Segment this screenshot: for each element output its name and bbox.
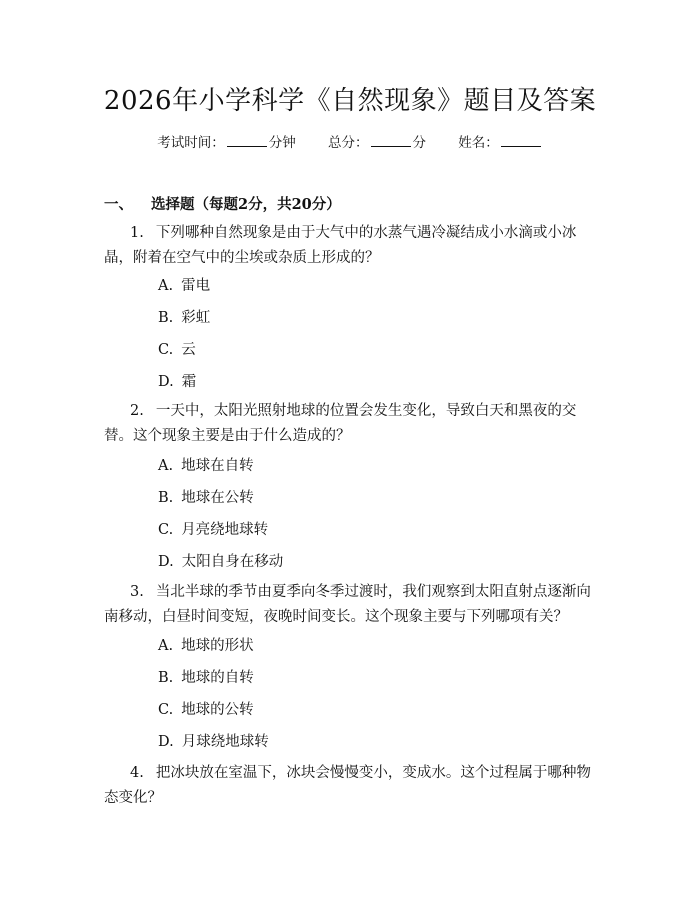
option-text: 彩虹 — [181, 310, 211, 326]
option-text: 雷电 — [181, 278, 211, 294]
option-letter: D. — [158, 554, 174, 570]
exam-time-unit: 分钟 — [268, 135, 296, 151]
option-letter: A. — [158, 458, 174, 474]
section-title: 选择题（每题2分，共20分） — [151, 196, 341, 213]
question-body: 下列哪种自然现象是由于大气中的水蒸气遇冷凝结成小水滴或小冰晶，附着在空气中的尘埃或杂质上形成的？ — [104, 225, 577, 266]
option-text: 地球的公转 — [181, 702, 254, 718]
option-text: 地球的形状 — [181, 638, 254, 654]
total-score-field — [328, 131, 426, 151]
option-text: 地球在自转 — [181, 458, 254, 474]
total-score-label: 总分： — [328, 135, 369, 151]
option-letter: C. — [158, 702, 174, 718]
option-letter: B. — [158, 490, 174, 506]
name-label: 姓名： — [458, 135, 499, 151]
exam-time-field — [157, 131, 296, 151]
option-text: 地球的自转 — [181, 670, 254, 686]
question-3-option-d — [158, 730, 269, 751]
option-letter: B. — [158, 310, 174, 326]
question-1-text — [104, 221, 602, 271]
total-score-unit: 分 — [412, 135, 426, 151]
question-2-option-d — [158, 550, 283, 571]
name-blank — [501, 135, 541, 147]
question-number: 3. — [130, 584, 144, 600]
option-text: 太阳自身在移动 — [181, 554, 284, 570]
option-letter: D. — [158, 734, 174, 750]
question-2-option-a — [158, 454, 254, 475]
option-text: 月球绕地球转 — [181, 734, 269, 750]
section-number: 一、 — [104, 196, 133, 213]
option-text: 地球在公转 — [181, 490, 254, 506]
question-1-option-c — [158, 338, 196, 359]
question-3-option-b — [158, 666, 254, 687]
exam-time-label: 考试时间： — [157, 135, 225, 151]
question-3-text — [104, 580, 602, 630]
name-field — [458, 131, 543, 151]
question-2-text — [104, 399, 602, 449]
option-letter: D. — [158, 374, 174, 390]
question-number: 2. — [130, 403, 144, 419]
total-score-blank — [371, 135, 411, 147]
question-2-option-b — [158, 486, 254, 507]
question-1-option-b — [158, 306, 210, 327]
option-letter: A. — [158, 638, 174, 654]
option-letter: C. — [158, 522, 174, 538]
question-1-option-d — [158, 370, 196, 391]
option-text: 云 — [181, 342, 196, 358]
question-body: 当北半球的季节由夏季向冬季过渡时，我们观察到太阳直射点逐渐向南移动，白昼时间变短，夜晚时间变长。这个现象主要与下列哪项有关？ — [104, 584, 591, 625]
option-text: 月亮绕地球转 — [181, 522, 269, 538]
page-title: 2026年小学科学《自然现象》题目及答案 — [103, 86, 597, 116]
question-body: 把冰块放在室温下，冰块会慢慢变小，变成水。这个过程属于哪种物态变化？ — [104, 765, 591, 806]
option-letter: C. — [158, 342, 174, 358]
section-heading — [104, 193, 341, 214]
exam-time-blank — [227, 135, 267, 147]
question-number: 1. — [130, 225, 144, 241]
question-number: 4. — [130, 765, 144, 781]
option-letter: A. — [158, 278, 174, 294]
question-3-option-c — [158, 698, 254, 719]
question-2-option-c — [158, 518, 268, 539]
option-text: 霜 — [181, 374, 197, 390]
option-letter: B. — [158, 670, 174, 686]
question-1-option-a — [158, 274, 210, 295]
question-body: 一天中，太阳光照射地球的位置会发生变化，导致白天和黑夜的交替。这个现象主要是由于什么造成的？ — [104, 403, 577, 444]
exam-info-line — [0, 131, 700, 151]
question-4-text — [104, 761, 602, 811]
question-3-option-a — [158, 634, 254, 655]
